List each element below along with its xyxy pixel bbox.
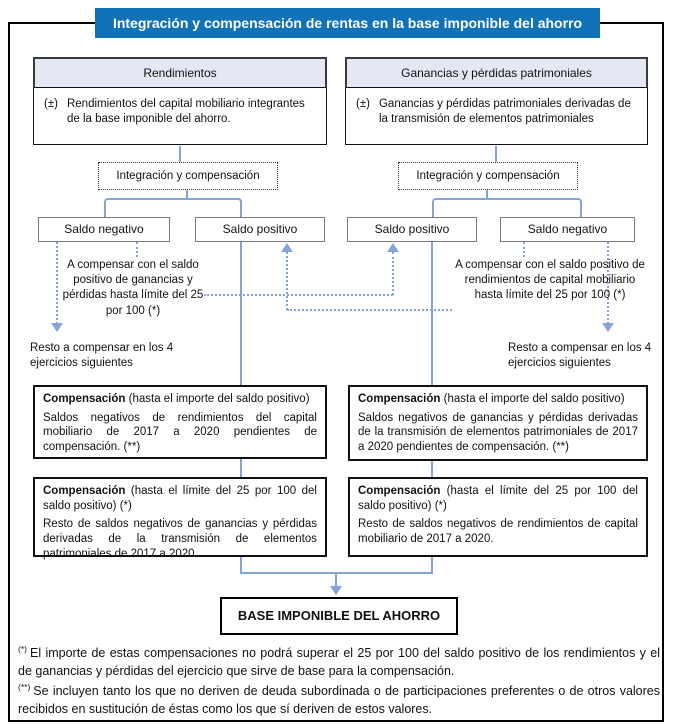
dotted-arrow-down-icon (51, 323, 63, 332)
dotted-line (136, 242, 138, 257)
left-resto-note: Resto a compensar en los 4 ejercicios siguientes (30, 342, 174, 370)
right-compensacion-box-2: Compensación (hasta el límite del 25 por 100 del saldo positivo) (*) Resto de saldos negativos de rendimientos de capital mobiliario de 2017 a 2020. (348, 477, 648, 557)
dotted-line (523, 242, 525, 257)
split-bracket (432, 198, 582, 219)
right-compensar-note: A compensar con el saldo positivo de rendimientos de capital mobiliario hasta límite del 25 por 100 (*) (455, 259, 645, 302)
left-income-description: Rendimientos del capital mobiliario integrantes de la base imponible del ahorro. (66, 98, 305, 125)
compensacion-body: Saldos negativos de rendimientos del capital mobiliario de 2017 a 2020 pendientes de compensación. (**) (43, 411, 317, 454)
connector-line (335, 572, 337, 587)
dotted-line (286, 252, 288, 310)
footnote-marker: (*) (18, 644, 27, 654)
compensacion-body: Resto de saldos negativos de ganancias y pérdidas derivadas de la transmisión de elementos patrimoniales de 2017 a 2020. (43, 518, 317, 560)
diagram-title: Integración y compensación de rentas en la base imponible del ahorro (95, 8, 600, 38)
dotted-line (287, 309, 452, 311)
dotted-arrow-up-icon (281, 243, 293, 252)
compensacion-title: Compensación (43, 393, 126, 405)
dotted-arrow-up-icon (387, 243, 399, 252)
compensacion-body: Saldos negativos de ganancias y pérdidas derivadas de la transmisión de elementos patrimoniales de 2017 a 2020 pendientes de compensación. (**) (358, 411, 638, 454)
right-integration-box: Integración y compensación (398, 162, 578, 190)
left-income-box (33, 87, 327, 145)
left-compensacion-box-1: Compensación (hasta el importe del saldo positivo) Saldos negativos de rendimientos del capital mobiliario de 2017 a 2020 pendientes de compensación. (**) (33, 385, 327, 459)
right-compensacion-box-1: Compensación (hasta el importe del saldo positivo) Saldos negativos de ganancias y pérdidas derivadas de la transmisión de elementos patrimoniales de 2017 a 2020 pendientes de compensación. (**) (348, 385, 648, 461)
left-compensar-note: A compensar con el saldo positivo de ganancias y pérdidas hasta límite del 25 por 100 (*) (62, 259, 204, 317)
arrow-down-icon (330, 586, 342, 595)
right-gains-description: Ganancias y pérdidas patrimoniales derivadas de la transmisión de elementos patrimoniales (378, 98, 631, 125)
base-imponible-result-box: BASE IMPONIBLE DEL AHORRO (220, 597, 458, 635)
right-saldo-negativo-box: Saldo negativo (500, 217, 635, 242)
split-bracket (104, 198, 242, 219)
left-integration-box: Integración y compensación (98, 162, 278, 190)
footnote-asterisk: (*) El importe de estas compensaciones no podrá superar el 25 por 100 del saldo positivo de los rendimientos y el de ganancias y pérdidas del ejercicio que sirve de base para la compensación. (18, 644, 660, 679)
left-column-header: Rendimientos (33, 57, 327, 89)
connector-line (495, 146, 497, 162)
plus-minus-sign: (±) (356, 98, 370, 110)
left-saldo-positivo-box: Saldo positivo (195, 217, 325, 242)
footnote-marker: (**) (18, 682, 31, 692)
left-saldo-negativo-box: Saldo negativo (38, 217, 170, 242)
dotted-arrow-down-icon (602, 323, 614, 332)
compensacion-title: Compensación (43, 485, 126, 497)
right-gains-box (345, 87, 648, 145)
connector-line (179, 146, 181, 162)
footnote-double-asterisk: (**) Se incluyen tanto los que no deriven de deuda subordinada o de participaciones preferentes o de otros valores recibidos en sustitución de éstas como los que sí deriven de estos valores. (18, 682, 660, 717)
left-compensacion-box-2: Compensación (hasta el límite del 25 por 100 del saldo positivo) (*) Resto de saldos negativos de ganancias y pérdidas derivadas de la transmisión de elementos patrimoniales de 2017 a 2020. (33, 477, 327, 557)
compensacion-title: Compensación (358, 393, 441, 405)
dotted-line (392, 252, 394, 295)
plus-minus-sign: (±) (44, 98, 58, 110)
dotted-line (204, 294, 393, 296)
right-resto-note: Resto a compensar en los 4 ejercicios siguientes (508, 342, 652, 370)
compensacion-title: Compensación (358, 485, 441, 497)
right-column-header: Ganancias y pérdidas patrimoniales (345, 57, 648, 89)
right-saldo-positivo-box: Saldo positivo (347, 217, 477, 242)
compensacion-body: Resto de saldos negativos de rendimientos de capital mobiliario de 2017 a 2020. (358, 518, 638, 546)
